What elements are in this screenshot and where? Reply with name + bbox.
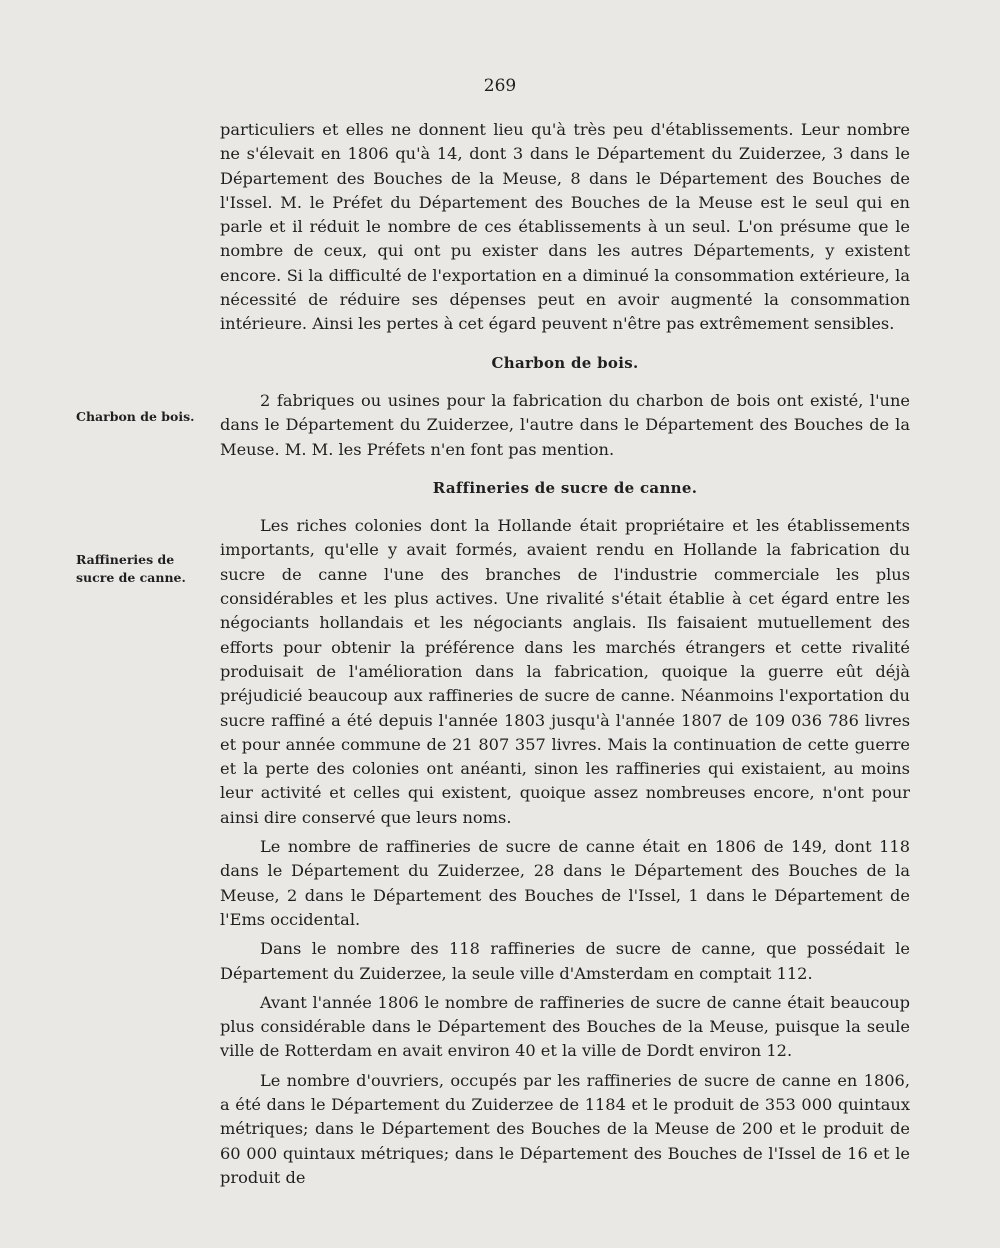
paragraph-raffineries-2: Le nombre de raffineries de sucre de canne était en 1806 de 149, dont 118 dans le Département du Zuiderzee, 28 dans le Département des Bouches de la Meuse, 2 dans le Département des Bouches de l'Issel, 1 dans le Département de l'Ems occidental. (220, 837, 910, 929)
paragraph-raffineries-4: Avant l'année 1806 le nombre de raffineries de sucre de canne était beaucoup plus considérable dans le Département des Bouches de la Meuse, puisque la seule ville de Rotterdam en avait environ 40 et la ville de Dordt environ 12. (220, 992, 910, 1061)
margin-note-charbon: Charbon de bois. (76, 409, 195, 424)
margin-note-raffineries-line2: sucre de canne. (76, 570, 186, 585)
paragraph-charbon: 2 fabriques ou usines pour la fabrication du charbon de bois ont existé, l'une dans le Département du Zuiderzee, l'autre dans le Département des Bouches de la Meuse. M. M. les Préfets n'en font pas mention. (220, 390, 910, 459)
paragraph-intro: particuliers et elles ne donnent lieu qu'à très peu d'établissements. Leur nombre ne s'élevait en 1806 qu'à 14, dont 3 dans le Département du Zuiderzee, 3 dans le Département des Bouches de la Meuse, 8 dans le Département des Bouches de l'Issel. M. le Préfet du Département des Bouches de la Meuse est le seul qui en parle et il réduit le nombre de ces établissements à un seul. L'on présume que le nombre de ceux, qui ont pu exister dans les autres Départements, y existent encore. Si la difficulté de l'exportation en a diminué la consommation extérieure, la nécessité de réduire ses dépenses peut en avoir augmenté la consommation intérieure. Ainsi les pertes à cet égard peuvent n'être pas extrêmement sensibles. (220, 120, 910, 334)
paragraph-raffineries-5: Le nombre d'ouvriers, occupés par les raffineries de sucre de canne en 1806, a été dans le Département du Zuiderzee de 1184 et le produit de 353 000 quintaux métriques; dans le Département des Bouches de la Meuse de 200 et le produit de 60 000 quintaux métriques; dans le Département des Bouches de l'Issel de 16 et le produit de (220, 1070, 910, 1187)
paragraph-raffineries-1: Les riches colonies dont la Hollande était propriétaire et les établissements importants, qu'elle y avait formés, avaient rendu en Hollande la fabrication du sucre de canne l'une des branches de l'industrie commerciale les plus considérables et les plus actives. Une rivalité s'était établie à cet égard entre les négociants hollandais et les négociants anglais. Ils faisaient mutuellement des efforts pour obtenir la préférence dans les marchés étrangers et cette rivalité produisait de l'amélioration dans la fabrication, quoique la guerre eût déjà préjudicié beaucoup aux raffineries de sucre de canne. Néanmoins l'exportation du sucre raffiné a été depuis l'année 1803 jusqu'à l'année 1807 de 109 036 786 livres et pour année commune de 21 807 357 livres. Mais la continuation de cette guerre et la perte des colonies ont anéanti, sinon les raffineries qui existaient, au moins leur activité et celles qui existent, quoique assez nombreuses encore, n'ont pour ainsi dire conservé que leurs noms. (220, 516, 910, 827)
page-number: 269 (483, 76, 517, 96)
paragraph-raffineries-3: Dans le nombre des 118 raffineries de sucre de canne, que possédait le Département du Zuiderzee, la seule ville d'Amsterdam en comptait 112. (220, 939, 910, 983)
heading-raffineries: Raffineries de sucre de canne. (432, 478, 698, 497)
margin-note-raffineries (76, 551, 206, 587)
heading-charbon: Charbon de bois. (491, 353, 639, 372)
margin-note-raffineries-line1: Raffineries de (76, 552, 175, 567)
body-text (220, 118, 910, 1195)
